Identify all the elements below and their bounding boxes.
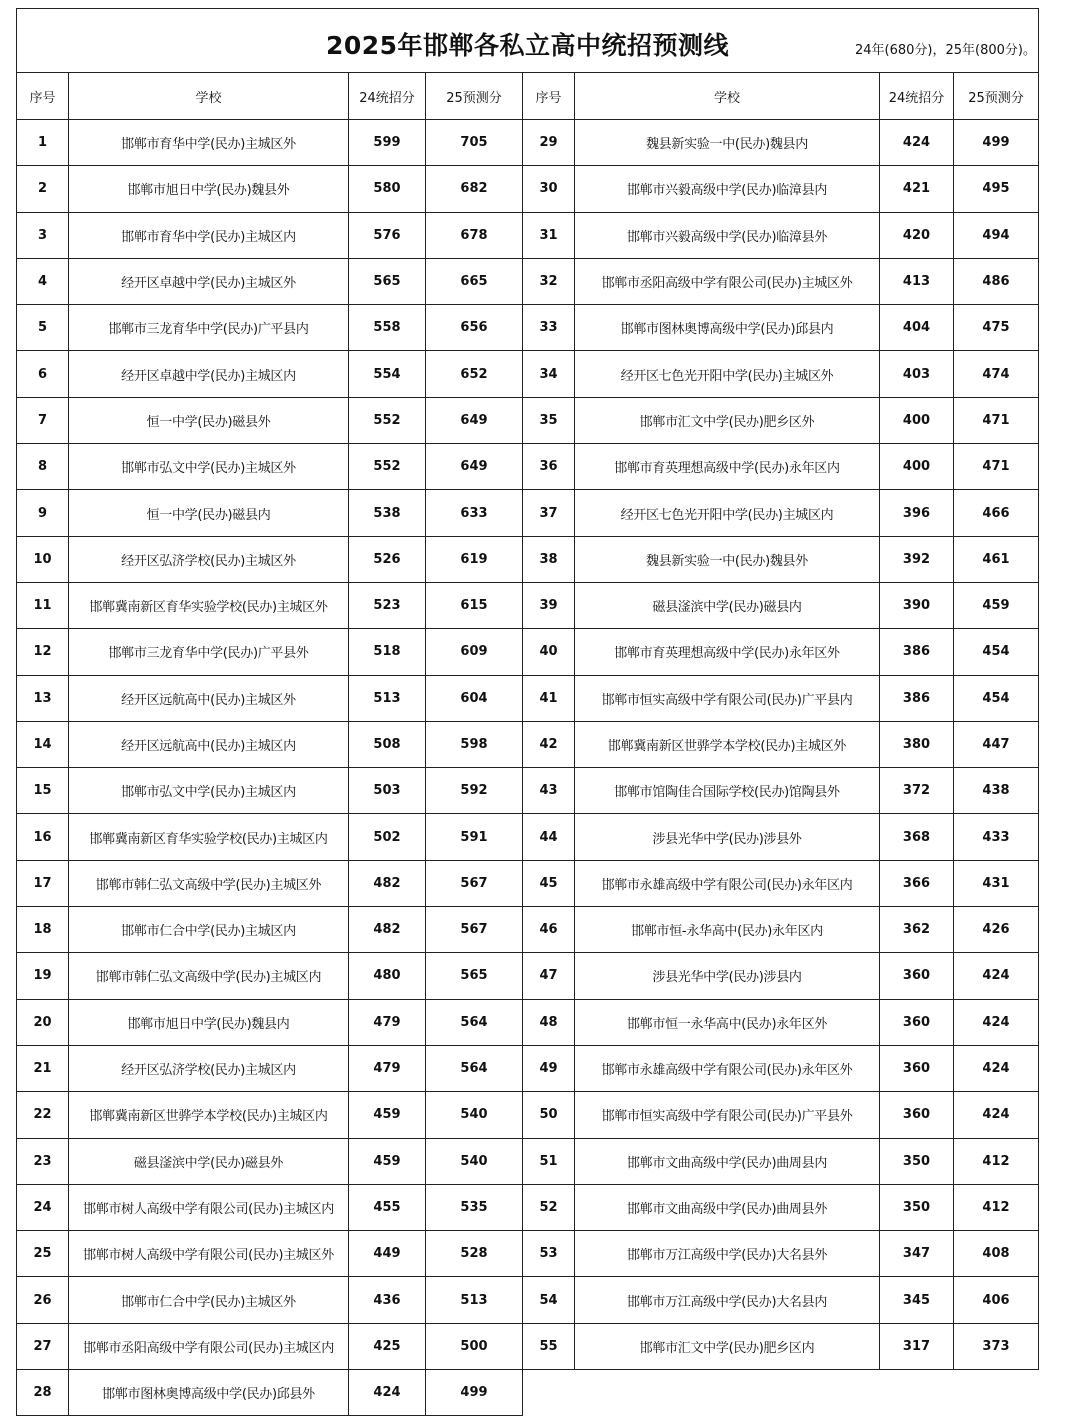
school-name: 邯郸冀南新区育华实验学校(民办)主城区外	[69, 582, 349, 628]
score-2025: 565	[426, 953, 523, 999]
row-number: 29	[523, 120, 575, 166]
score-2025: 665	[426, 258, 523, 304]
school-name: 邯郸市丞阳高级中学有限公司(民办)主城区外	[575, 258, 880, 304]
score-2024: 552	[349, 397, 426, 443]
score-2024: 404	[880, 305, 954, 351]
school-name: 邯郸市育英理想高级中学(民办)永年区外	[575, 629, 880, 675]
row-number: 4	[17, 258, 69, 304]
row-number: 1	[17, 120, 69, 166]
table-row	[17, 397, 1039, 443]
score-2025: 486	[954, 258, 1039, 304]
table-row	[17, 1323, 1039, 1369]
score-2024: 523	[349, 582, 426, 628]
score-2025: 499	[954, 120, 1039, 166]
score-2024: 380	[880, 721, 954, 767]
score-2024: 449	[349, 1231, 426, 1277]
header-score-2025: 25预测分	[954, 73, 1039, 120]
school-name: 恒一中学(民办)磁县外	[69, 397, 349, 443]
row-number: 34	[523, 351, 575, 397]
row-number: 36	[523, 444, 575, 490]
header-row	[17, 73, 1039, 120]
score-2025: 494	[954, 212, 1039, 258]
school-name: 邯郸市育华中学(民办)主城区内	[69, 212, 349, 258]
score-2024: 425	[349, 1323, 426, 1369]
page-title: 2025年邯郸各私立高中统招预测线	[325, 31, 730, 60]
score-2025: 471	[954, 397, 1039, 443]
school-name: 邯郸市旭日中学(民办)魏县内	[69, 999, 349, 1045]
row-number: 20	[17, 999, 69, 1045]
table-row	[17, 444, 1039, 490]
school-name: 磁县滏滨中学(民办)磁县内	[575, 582, 880, 628]
school-name: 涉县光华中学(民办)涉县内	[575, 953, 880, 999]
score-2025: 459	[954, 582, 1039, 628]
school-name: 邯郸市文曲高级中学(民办)曲周县内	[575, 1138, 880, 1184]
score-2024: 368	[880, 814, 954, 860]
score-2025: 656	[426, 305, 523, 351]
score-2024: 386	[880, 629, 954, 675]
score-2025: 471	[954, 444, 1039, 490]
score-table	[16, 8, 1039, 1416]
school-name: 邯郸市汇文中学(民办)肥乡区外	[575, 397, 880, 443]
table-row	[17, 814, 1039, 860]
row-number: 53	[523, 1231, 575, 1277]
score-2024: 565	[349, 258, 426, 304]
row-number: 19	[17, 953, 69, 999]
table-row	[17, 1184, 1039, 1230]
score-2025: 474	[954, 351, 1039, 397]
school-name: 邯郸冀南新区世骅学本学校(民办)主城区外	[575, 721, 880, 767]
school-name: 邯郸市树人高级中学有限公司(民办)主城区外	[69, 1231, 349, 1277]
row-number: 14	[17, 721, 69, 767]
score-2025: 615	[426, 582, 523, 628]
score-2024: 350	[880, 1138, 954, 1184]
row-number: 13	[17, 675, 69, 721]
score-2025: 564	[426, 999, 523, 1045]
school-name: 邯郸市育英理想高级中学(民办)永年区内	[575, 444, 880, 490]
score-2024: 347	[880, 1231, 954, 1277]
table-row	[17, 212, 1039, 258]
table-row	[17, 166, 1039, 212]
score-2025: 424	[954, 953, 1039, 999]
school-name: 经开区卓越中学(民办)主城区内	[69, 351, 349, 397]
score-2024: 360	[880, 1045, 954, 1091]
score-2025: 591	[426, 814, 523, 860]
school-name: 磁县滏滨中学(民办)磁县外	[69, 1138, 349, 1184]
score-2024: 403	[880, 351, 954, 397]
row-number: 12	[17, 629, 69, 675]
score-2024: 502	[349, 814, 426, 860]
row-number: 41	[523, 675, 575, 721]
score-2024: 576	[349, 212, 426, 258]
score-2025: 513	[426, 1277, 523, 1323]
row-number: 42	[523, 721, 575, 767]
school-name: 邯郸市育华中学(民办)主城区外	[69, 120, 349, 166]
score-2025: 426	[954, 907, 1039, 953]
table-row	[17, 258, 1039, 304]
school-name: 邯郸市万江高级中学(民办)大名县内	[575, 1277, 880, 1323]
score-2025: 604	[426, 675, 523, 721]
row-number: 7	[17, 397, 69, 443]
row-number: 46	[523, 907, 575, 953]
row-number: 16	[17, 814, 69, 860]
school-name: 邯郸市汇文中学(民办)肥乡区内	[575, 1323, 880, 1369]
table-row	[17, 675, 1039, 721]
score-2025: 528	[426, 1231, 523, 1277]
score-2025: 461	[954, 536, 1039, 582]
school-name: 魏县新实验一中(民办)魏县外	[575, 536, 880, 582]
score-2024: 362	[880, 907, 954, 953]
score-2024: 554	[349, 351, 426, 397]
score-2025: 649	[426, 397, 523, 443]
score-2024: 396	[880, 490, 954, 536]
school-name: 邯郸市仁合中学(民办)主城区内	[69, 907, 349, 953]
score-2024: 424	[880, 120, 954, 166]
school-name: 邯郸市韩仁弘文高级中学(民办)主城区内	[69, 953, 349, 999]
score-2024: 526	[349, 536, 426, 582]
score-2025: 438	[954, 768, 1039, 814]
school-name: 涉县光华中学(民办)涉县外	[575, 814, 880, 860]
score-2024: 372	[880, 768, 954, 814]
school-name: 经开区远航高中(民办)主城区外	[69, 675, 349, 721]
score-2024: 421	[880, 166, 954, 212]
table-row	[17, 1138, 1039, 1184]
score-2024: 482	[349, 907, 426, 953]
score-2025: 495	[954, 166, 1039, 212]
row-number: 25	[17, 1231, 69, 1277]
row-number: 11	[17, 582, 69, 628]
score-2024: 390	[880, 582, 954, 628]
row-number: 39	[523, 582, 575, 628]
score-2025: 447	[954, 721, 1039, 767]
score-2024: 436	[349, 1277, 426, 1323]
score-2025: 412	[954, 1138, 1039, 1184]
score-2025: 454	[954, 629, 1039, 675]
table-row	[17, 629, 1039, 675]
row-number: 26	[17, 1277, 69, 1323]
score-2024: 599	[349, 120, 426, 166]
score-2024: 350	[880, 1184, 954, 1230]
row-number: 3	[17, 212, 69, 258]
row-number: 21	[17, 1045, 69, 1091]
row-number: 10	[17, 536, 69, 582]
row-number: 2	[17, 166, 69, 212]
row-number: 23	[17, 1138, 69, 1184]
score-2025: 678	[426, 212, 523, 258]
score-2025: 424	[954, 999, 1039, 1045]
row-number: 5	[17, 305, 69, 351]
score-2025: 412	[954, 1184, 1039, 1230]
score-2024: 317	[880, 1323, 954, 1369]
row-number: 32	[523, 258, 575, 304]
table-row	[17, 1045, 1039, 1091]
score-2024: 518	[349, 629, 426, 675]
table-row	[17, 120, 1039, 166]
table-row	[17, 351, 1039, 397]
score-2025: 609	[426, 629, 523, 675]
score-2024: 400	[880, 397, 954, 443]
school-name: 邯郸市恒实高级中学有限公司(民办)广平县外	[575, 1092, 880, 1138]
school-name: 邯郸市仁合中学(民办)主城区外	[69, 1277, 349, 1323]
header-score-2024: 24统招分	[880, 73, 954, 120]
school-name: 邯郸市恒一永华高中(民办)永年区外	[575, 999, 880, 1045]
school-name: 邯郸市恒-永华高中(民办)永年区内	[575, 907, 880, 953]
score-note: 24年(680分)，25年(800分)。	[855, 43, 1036, 58]
row-number: 38	[523, 536, 575, 582]
school-name: 邯郸市恒实高级中学有限公司(民办)广平县内	[575, 675, 880, 721]
score-2025: 500	[426, 1323, 523, 1369]
table-row	[17, 1231, 1039, 1277]
score-2025: 535	[426, 1184, 523, 1230]
row-number: 37	[523, 490, 575, 536]
school-name: 经开区卓越中学(民办)主城区外	[69, 258, 349, 304]
row-number: 31	[523, 212, 575, 258]
header-no: 序号	[17, 73, 69, 120]
school-name: 邯郸市弘文中学(民办)主城区外	[69, 444, 349, 490]
score-2024: 360	[880, 999, 954, 1045]
score-2025: 373	[954, 1323, 1039, 1369]
row-number: 51	[523, 1138, 575, 1184]
school-name: 邯郸市兴毅高级中学(民办)临漳县外	[575, 212, 880, 258]
score-2024: 538	[349, 490, 426, 536]
row-number: 17	[17, 860, 69, 906]
school-name: 邯郸市韩仁弘文高级中学(民办)主城区外	[69, 860, 349, 906]
school-name: 邯郸市万江高级中学(民办)大名县外	[575, 1231, 880, 1277]
score-2025: 433	[954, 814, 1039, 860]
row-number: 40	[523, 629, 575, 675]
row-number: 52	[523, 1184, 575, 1230]
score-2025: 619	[426, 536, 523, 582]
school-name: 邯郸市图林奥博高级中学(民办)邱县内	[575, 305, 880, 351]
header-school: 学校	[575, 73, 880, 120]
row-number: 6	[17, 351, 69, 397]
school-name: 经开区七色光开阳中学(民办)主城区外	[575, 351, 880, 397]
score-2025: 705	[426, 120, 523, 166]
score-2025: 649	[426, 444, 523, 490]
score-2024: 392	[880, 536, 954, 582]
score-2024: 459	[349, 1092, 426, 1138]
school-name: 邯郸市树人高级中学有限公司(民办)主城区内	[69, 1184, 349, 1230]
score-2025: 598	[426, 721, 523, 767]
table-row	[17, 1370, 1039, 1416]
table-row	[17, 953, 1039, 999]
score-2025: 408	[954, 1231, 1039, 1277]
row-number: 28	[17, 1370, 69, 1416]
score-2025: 540	[426, 1092, 523, 1138]
score-2024: 552	[349, 444, 426, 490]
school-name: 邯郸市旭日中学(民办)魏县外	[69, 166, 349, 212]
score-2025: 454	[954, 675, 1039, 721]
score-2025: 406	[954, 1277, 1039, 1323]
table-row	[17, 536, 1039, 582]
school-name: 邯郸市弘文中学(民办)主城区内	[69, 768, 349, 814]
score-2025: 466	[954, 490, 1039, 536]
school-name: 邯郸市馆陶佳合国际学校(民办)馆陶县外	[575, 768, 880, 814]
score-2025: 540	[426, 1138, 523, 1184]
score-2024: 360	[880, 953, 954, 999]
school-name: 邯郸市永雄高级中学有限公司(民办)永年区内	[575, 860, 880, 906]
score-2025: 652	[426, 351, 523, 397]
table-row	[17, 1277, 1039, 1323]
table-row	[17, 768, 1039, 814]
score-2024: 459	[349, 1138, 426, 1184]
score-2025: 424	[954, 1045, 1039, 1091]
score-2025: 475	[954, 305, 1039, 351]
score-2025: 567	[426, 860, 523, 906]
score-2024: 482	[349, 860, 426, 906]
header-score-2024: 24统招分	[349, 73, 426, 120]
school-name: 经开区弘济学校(民办)主城区外	[69, 536, 349, 582]
score-2024: 420	[880, 212, 954, 258]
score-2024: 345	[880, 1277, 954, 1323]
row-number: 33	[523, 305, 575, 351]
score-2025: 431	[954, 860, 1039, 906]
row-number: 54	[523, 1277, 575, 1323]
header-score-2025: 25预测分	[426, 73, 523, 120]
school-name: 恒一中学(民办)磁县内	[69, 490, 349, 536]
row-number: 18	[17, 907, 69, 953]
row-number: 27	[17, 1323, 69, 1369]
score-2024: 424	[349, 1370, 426, 1416]
score-2025: 499	[426, 1370, 523, 1416]
school-name: 经开区七色光开阳中学(民办)主城区内	[575, 490, 880, 536]
table-row	[17, 1092, 1039, 1138]
row-number: 8	[17, 444, 69, 490]
school-name: 邯郸市图林奥博高级中学(民办)邱县外	[69, 1370, 349, 1416]
table-row	[17, 721, 1039, 767]
row-number: 24	[17, 1184, 69, 1230]
score-2024: 503	[349, 768, 426, 814]
school-name: 经开区远航高中(民办)主城区内	[69, 721, 349, 767]
row-number: 50	[523, 1092, 575, 1138]
school-name: 经开区弘济学校(民办)主城区内	[69, 1045, 349, 1091]
score-2024: 480	[349, 953, 426, 999]
table-row	[17, 860, 1039, 906]
score-2025: 424	[954, 1092, 1039, 1138]
score-2024: 508	[349, 721, 426, 767]
school-name: 邯郸市三龙育华中学(民办)广平县内	[69, 305, 349, 351]
row-number: 47	[523, 953, 575, 999]
school-name: 邯郸市兴毅高级中学(民办)临漳县内	[575, 166, 880, 212]
row-number: 15	[17, 768, 69, 814]
row-number: 49	[523, 1045, 575, 1091]
score-2024: 386	[880, 675, 954, 721]
score-2025: 592	[426, 768, 523, 814]
score-2024: 513	[349, 675, 426, 721]
score-2024: 413	[880, 258, 954, 304]
row-number: 48	[523, 999, 575, 1045]
score-2024: 455	[349, 1184, 426, 1230]
score-2024: 479	[349, 1045, 426, 1091]
school-name: 邯郸市丞阳高级中学有限公司(民办)主城区内	[69, 1323, 349, 1369]
table-row	[17, 907, 1039, 953]
score-2025: 564	[426, 1045, 523, 1091]
score-2024: 580	[349, 166, 426, 212]
row-number: 55	[523, 1323, 575, 1369]
row-number: 22	[17, 1092, 69, 1138]
score-2024: 479	[349, 999, 426, 1045]
score-2024: 360	[880, 1092, 954, 1138]
row-number: 44	[523, 814, 575, 860]
score-2024: 366	[880, 860, 954, 906]
school-name: 邯郸市永雄高级中学有限公司(民办)永年区外	[575, 1045, 880, 1091]
table-row	[17, 305, 1039, 351]
school-name: 邯郸冀南新区育华实验学校(民办)主城区内	[69, 814, 349, 860]
score-2025: 633	[426, 490, 523, 536]
row-number: 45	[523, 860, 575, 906]
score-2024: 558	[349, 305, 426, 351]
row-number: 35	[523, 397, 575, 443]
row-number: 43	[523, 768, 575, 814]
school-name: 邯郸市文曲高级中学(民办)曲周县外	[575, 1184, 880, 1230]
table-row	[17, 999, 1039, 1045]
row-number: 9	[17, 490, 69, 536]
score-2025: 682	[426, 166, 523, 212]
school-name: 魏县新实验一中(民办)魏县内	[575, 120, 880, 166]
header-no: 序号	[523, 73, 575, 120]
score-2024: 400	[880, 444, 954, 490]
school-name: 邯郸冀南新区世骅学本学校(民办)主城区内	[69, 1092, 349, 1138]
row-number: 30	[523, 166, 575, 212]
header-school: 学校	[69, 73, 349, 120]
school-name: 邯郸市三龙育华中学(民办)广平县外	[69, 629, 349, 675]
empty-cell	[523, 1370, 1039, 1416]
title-cell	[17, 9, 1039, 73]
table-row	[17, 490, 1039, 536]
score-2025: 567	[426, 907, 523, 953]
table-row	[17, 582, 1039, 628]
